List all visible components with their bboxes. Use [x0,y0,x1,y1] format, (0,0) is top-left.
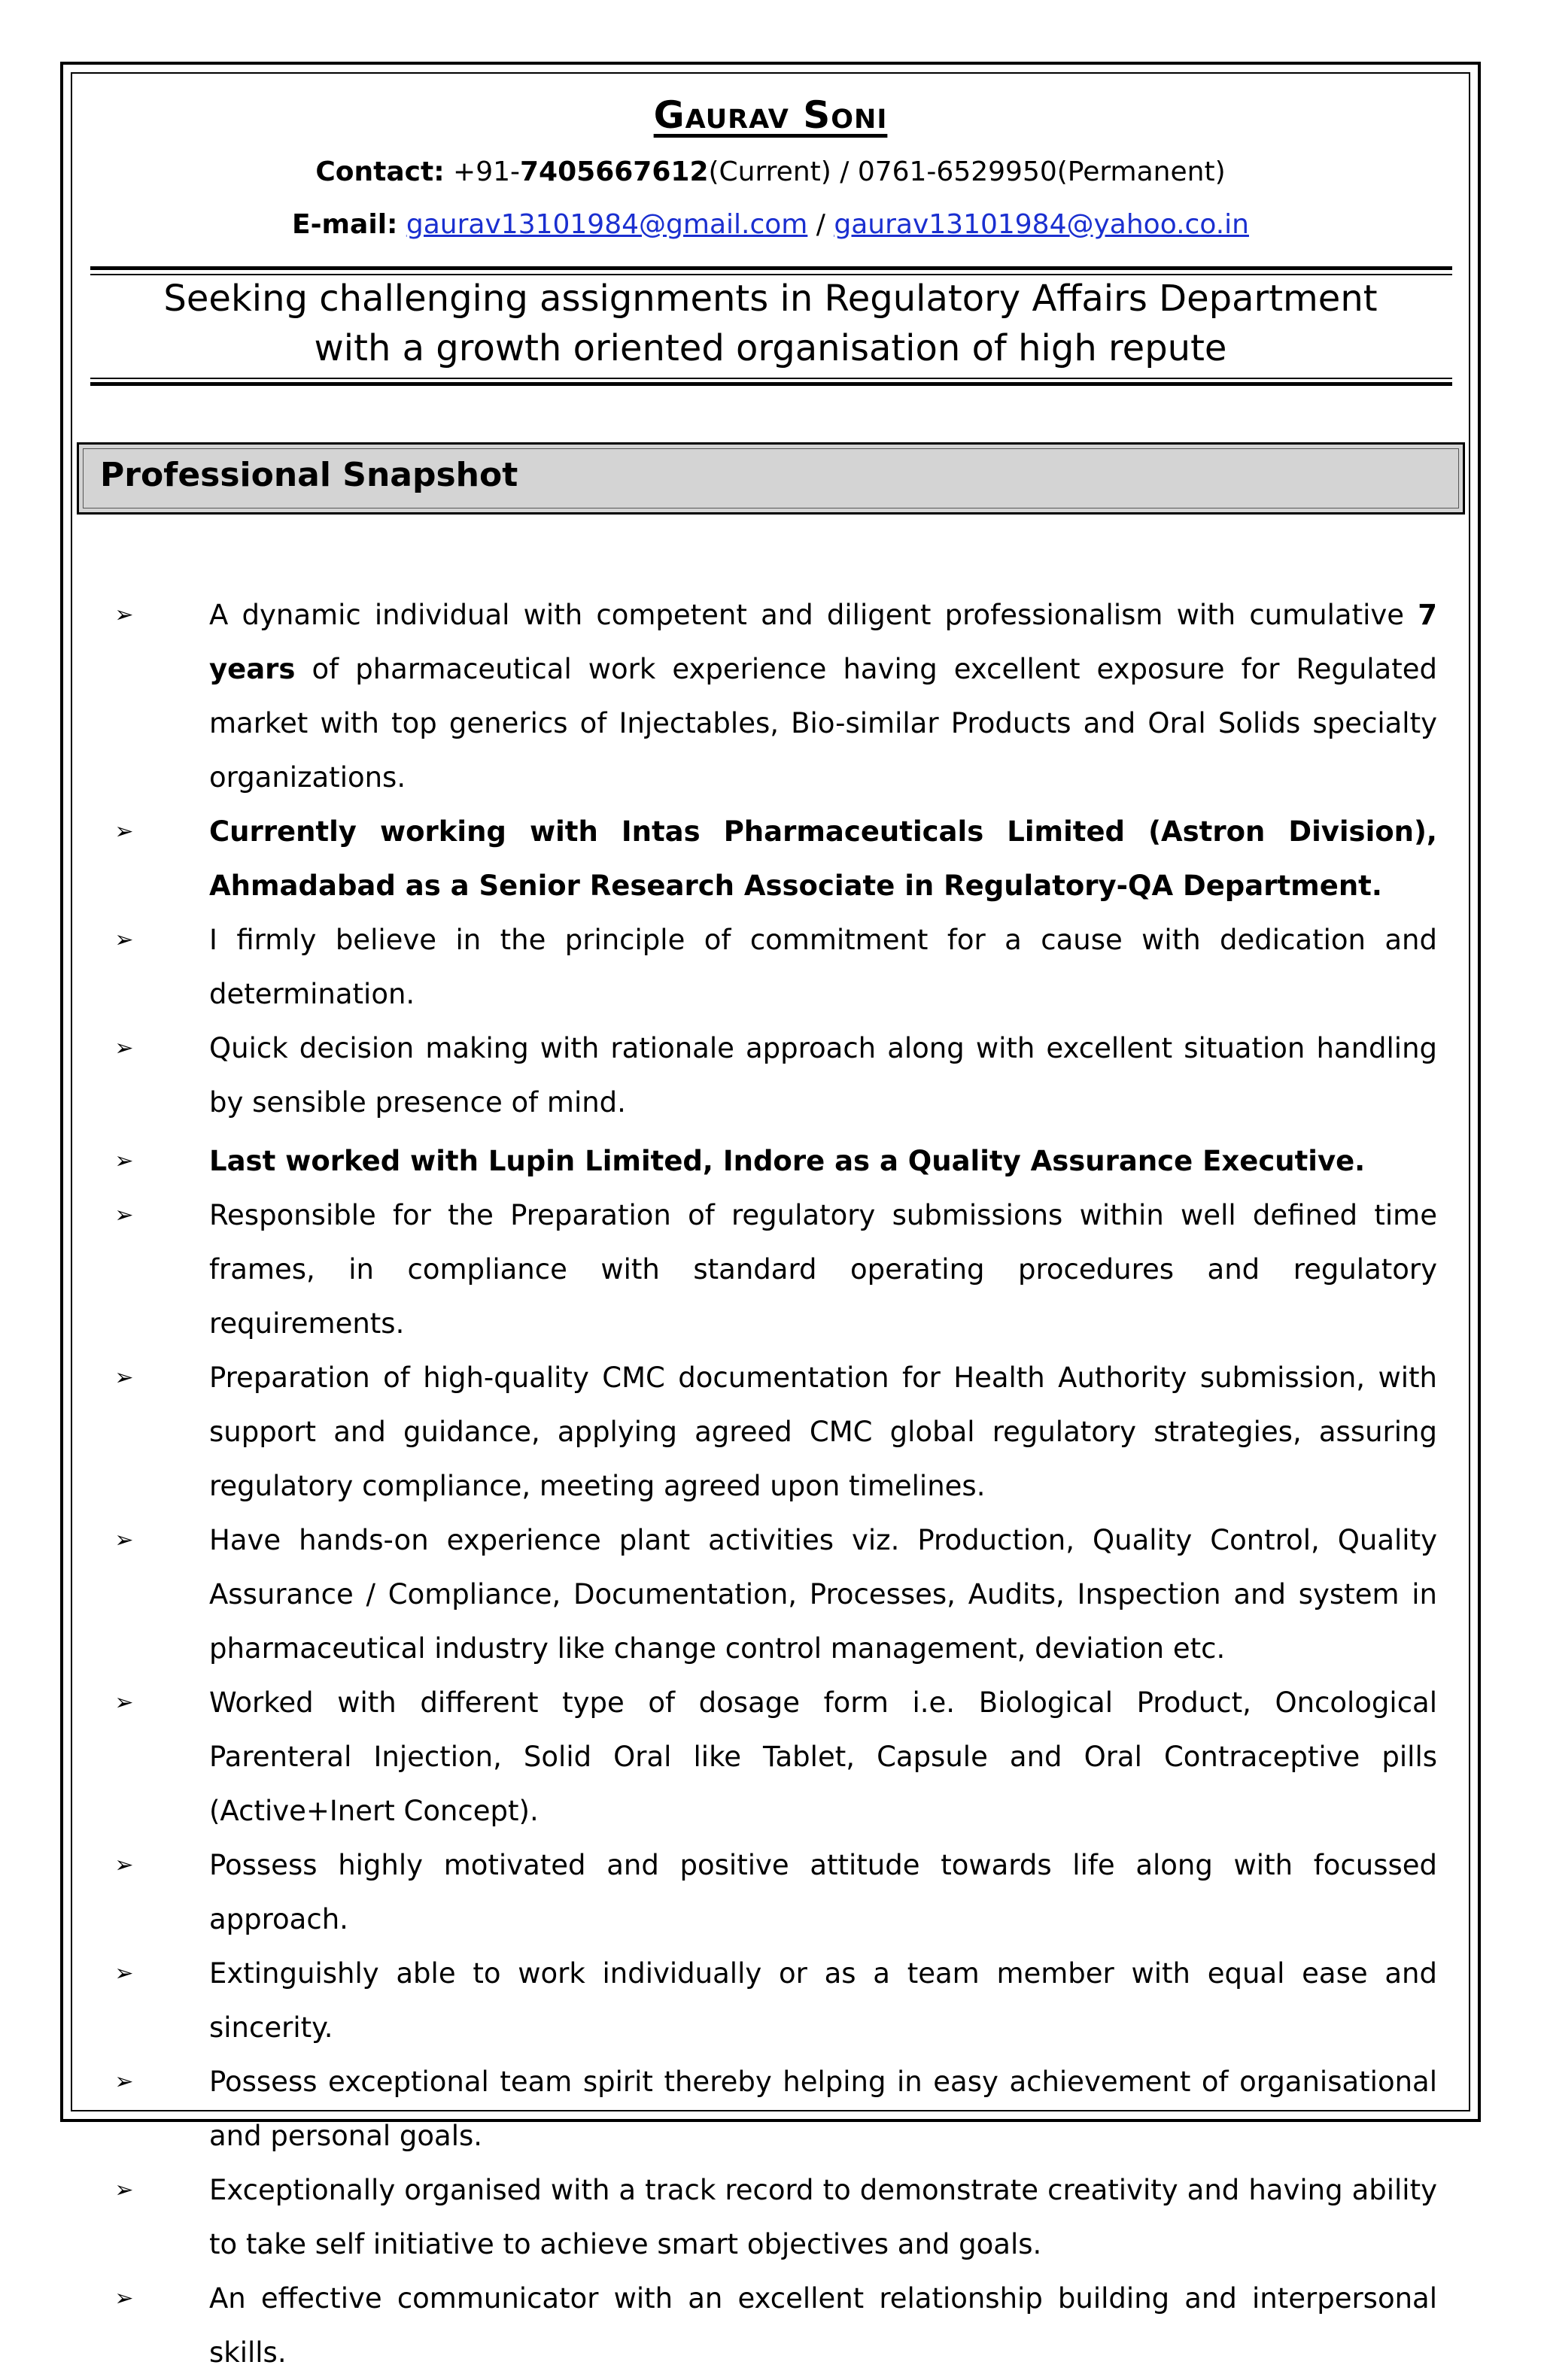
arrow-bullet-icon: ➢ [114,1852,134,1878]
list-item: ➢ A dynamic individual with competent and diligent professionalism with cumulative 7 years of pharmaceutical work experience having excellent exposure for Regulated market with top generics of Injectables, Bio-similar Products and Oral Solids specialty organizations. [90,588,1452,805]
list-item: ➢ Quick decision making with rationale approach along with excellent situation handling by sensible presence of mind. [90,1022,1452,1130]
section-title: Professional Snapshot [100,456,518,494]
arrow-bullet-icon: ➢ [114,1527,134,1553]
objective-line-1: Seeking challenging assignments in Regulatory Affairs Department [163,278,1378,320]
contact-number: 7405667612 [520,156,709,187]
list-item: ➢ An effective communicator with an excellent relationship building and interpersonal skills. [90,2272,1452,2380]
arrow-bullet-icon: ➢ [114,818,134,845]
list-item: ➢ Possess highly motivated and positive attitude towards life along with focussed approach. [90,1838,1452,1947]
divider-bottom-thick [90,382,1452,386]
section-header-professional-snapshot [77,442,1465,515]
list-item: ➢ Currently working with Intas Pharmaceuticals Limited (Astron Division), Ahmadabad as a Senior Research Associate in Regulatory-QA Department. [90,805,1452,913]
snapshot-bullet-list [90,588,1452,2380]
arrow-bullet-icon: ➢ [114,1689,134,1716]
list-item: ➢ Responsible for the Preparation of regulatory submissions within well defined time frames, in compliance with standard operating procedures and regulatory requirements. [90,1188,1452,1351]
arrow-bullet-icon: ➢ [114,602,134,628]
list-item: ➢ Exceptionally organised with a track record to demonstrate creativity and having ability to take self initiative to achieve smart objectives and goals. [90,2163,1452,2272]
contact-label: Contact: [315,156,445,187]
objective-statement [71,274,1470,373]
list-item: ➢ Last worked with Lupin Limited, Indore as a Quality Assurance Executive. [90,1134,1452,1188]
arrow-bullet-icon: ➢ [114,1148,134,1174]
list-item: ➢ Preparation of high-quality CMC documentation for Health Authority submission, with support and guidance, applying agreed CMC global regulatory strategies, assuring regulatory compliance, meeting agreed upon timelines. [90,1351,1452,1513]
years-highlight: 7 years [209,599,1437,685]
arrow-bullet-icon: ➢ [114,1960,134,1987]
email-separator: / [807,209,834,240]
email-line [71,209,1470,240]
arrow-bullet-icon: ➢ [114,1202,134,1228]
list-item: ➢ Worked with different type of dosage form i.e. Biological Product, Oncological Parenteral Injection, Solid Oral like Tablet, Capsule and Oral Contraceptive pills (Active+Inert Concept). [90,1676,1452,1838]
objective-line-2: with a growth oriented organisation of high repute [314,327,1227,369]
list-item: ➢ Have hands-on experience plant activities viz. Production, Quality Control, Quality Assurance / Compliance, Documentation, Processes, Audits, Inspection and system in pharmaceutical industry like change control management, deviation etc. [90,1513,1452,1676]
arrow-bullet-icon: ➢ [114,2069,134,2095]
list-item: ➢ Extinguishly able to work individually or as a team member with equal ease and sincerity. [90,1947,1452,2055]
email-link-yahoo[interactable]: gaurav13101984@yahoo.co.in [834,209,1249,240]
contact-prefix: +91- [444,156,520,187]
candidate-name: Gaurav Soni [653,93,888,137]
contact-rest: (Current) / 0761-6529950(Permanent) [708,156,1226,187]
list-item: ➢ Possess exceptional team spirit thereby helping in easy achievement of organisational and personal goals. [90,2055,1452,2163]
contact-line [71,156,1470,187]
list-item: ➢ I firmly believe in the principle of commitment for a cause with dedication and determination. [90,913,1452,1022]
email-label: E-mail: [292,209,398,240]
email-link-gmail[interactable]: gaurav13101984@gmail.com [406,209,808,240]
arrow-bullet-icon: ➢ [114,2177,134,2203]
arrow-bullet-icon: ➢ [114,2285,134,2312]
arrow-bullet-icon: ➢ [114,1035,134,1061]
arrow-bullet-icon: ➢ [114,1365,134,1391]
arrow-bullet-icon: ➢ [114,927,134,953]
divider-bottom-thin [90,378,1452,379]
divider-top-thick [90,266,1452,270]
